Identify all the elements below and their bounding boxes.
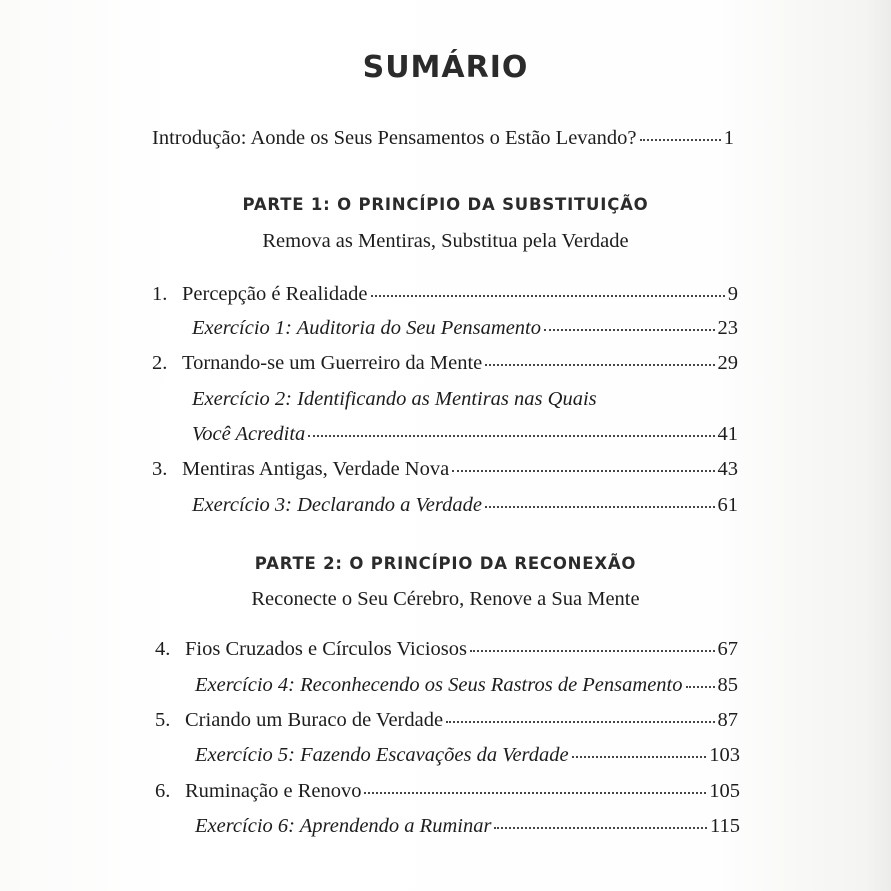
page-number: 115: [710, 815, 740, 837]
toc-exercise-3: [192, 494, 738, 517]
toc-chapter-4: [155, 638, 738, 661]
part-2-subtitle: Reconecte o Seu Cérebro, Renove a Sua Mente: [251, 588, 640, 610]
leader-dots: [452, 470, 714, 472]
toc-exercise-4: [195, 674, 738, 697]
toc-exercise-2: [192, 423, 738, 446]
page-number: 103: [709, 744, 740, 766]
leader-dots: [364, 792, 706, 794]
page-number: 43: [717, 458, 738, 480]
toc-intro-label: Introdução: Aonde os Seus Pensamentos o Estão Levando?: [152, 127, 637, 149]
toc-exercise-1: [192, 317, 738, 340]
chapter-title: Tornando-se um Guerreiro da Mente: [182, 352, 483, 374]
exercise-title: Você Acredita: [192, 423, 306, 445]
page-number: 85: [717, 674, 738, 696]
chapter-title: Criando um Buraco de Verdade: [185, 709, 444, 731]
leader-dots: [485, 364, 714, 366]
toc-chapter-3: [152, 458, 738, 481]
leader-dots: [544, 329, 715, 331]
leader-dots: [640, 139, 721, 141]
exercise-title: Exercício 4: Reconhecendo os Seus Rastros de Pensamento: [195, 674, 683, 696]
leader-dots: [686, 686, 715, 688]
part-1-subtitle: Remova as Mentiras, Substitua pela Verdade: [262, 230, 629, 252]
page-number: 61: [717, 494, 738, 516]
toc-chapter-1: [152, 283, 738, 306]
leader-dots: [485, 506, 715, 508]
leader-dots: [494, 827, 707, 829]
page-number: 41: [717, 423, 738, 445]
leader-dots: [572, 756, 707, 758]
chapter-title: Mentiras Antigas, Verdade Nova: [182, 458, 450, 480]
toc-exercise-2-line1: Exercício 2: Identificando as Mentiras nas Quais: [192, 388, 597, 410]
exercise-title: Exercício 6: Aprendendo a Ruminar: [195, 815, 492, 837]
toc-chapter-2: [152, 352, 738, 375]
page-number: 87: [717, 709, 738, 731]
page-number: 9: [727, 283, 738, 305]
exercise-title: Exercício 3: Declarando a Verdade: [192, 494, 482, 516]
page-title: SUMÁRIO: [362, 50, 529, 85]
chapter-number: 6.: [155, 780, 171, 802]
toc-exercise-5: [195, 744, 740, 767]
exercise-title: Exercício 1: Auditoria do Seu Pensamento: [192, 317, 541, 339]
chapter-title: Fios Cruzados e Círculos Viciosos: [185, 638, 467, 660]
chapter-number: 1.: [152, 283, 168, 305]
part-1-title: PARTE 1: O PRINCÍPIO DA SUBSTITUIÇÃO: [242, 195, 649, 214]
page-number: 67: [717, 638, 738, 660]
toc-intro: [152, 127, 734, 150]
toc-chapter-5: [155, 709, 738, 732]
page-edge-shadow: [741, 0, 891, 891]
exercise-title: Exercício 5: Fazendo Escavações da Verdade: [195, 744, 569, 766]
chapter-title: Percepção é Realidade: [182, 283, 368, 305]
part-2-title: PARTE 2: O PRINCÍPIO DA RECONEXÃO: [254, 554, 637, 573]
toc-exercise-6: [195, 815, 740, 838]
leader-dots: [470, 650, 715, 652]
chapter-title: Ruminação e Renovo: [185, 780, 362, 802]
chapter-number: 5.: [155, 709, 171, 731]
leader-dots: [308, 435, 714, 437]
leader-dots: [446, 721, 714, 723]
chapter-number: 2.: [152, 352, 168, 374]
leader-dots: [371, 295, 725, 297]
page-number: 29: [717, 352, 738, 374]
page-number: 105: [709, 780, 740, 802]
toc-intro-page: 1: [723, 127, 734, 149]
chapter-number: 4.: [155, 638, 171, 660]
page-number: 23: [717, 317, 738, 339]
chapter-number: 3.: [152, 458, 168, 480]
toc-chapter-6: [155, 780, 740, 803]
